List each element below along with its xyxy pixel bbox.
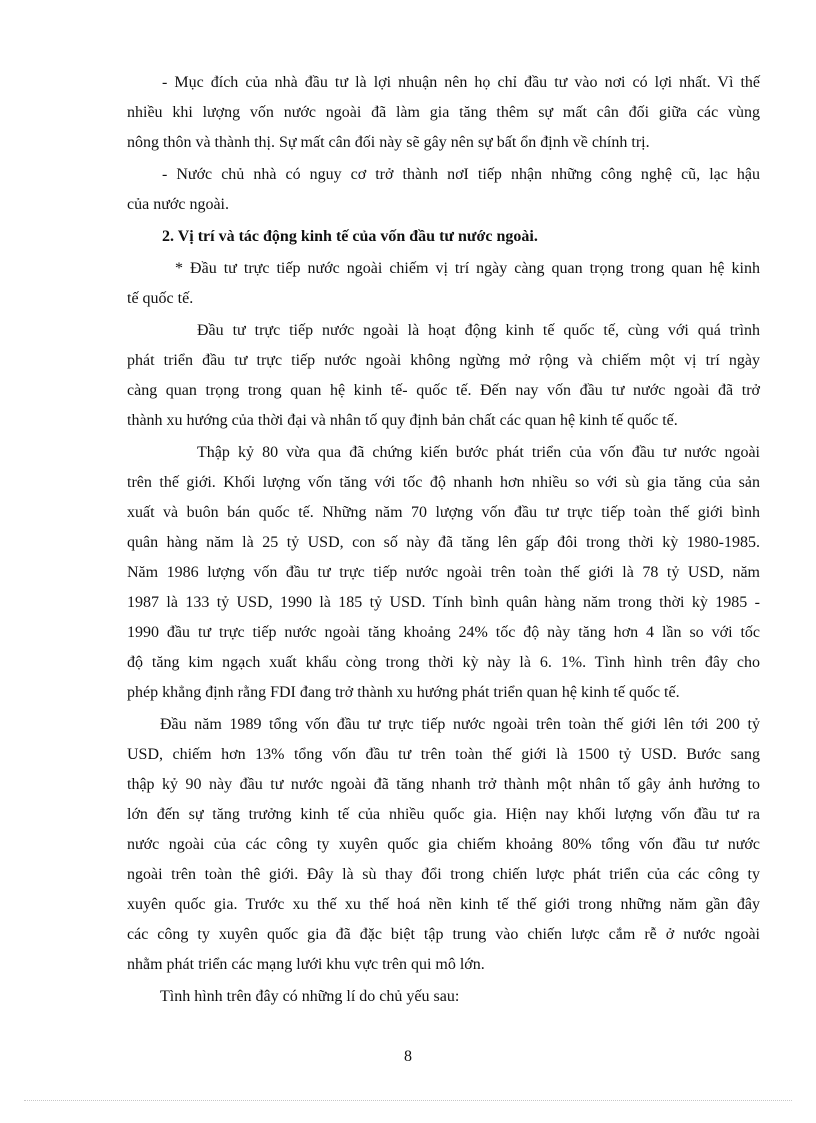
text-line: quân hàng năm là 25 tỷ USD, con số này đã tăng lên gấp đôi trong thời kỳ 1980-1985. [127,534,760,551]
paragraph-investor-profit [127,68,760,158]
text-line: độ tăng kim ngạch xuất khẩu còng trong thời kỳ này là 6. 1%. Tình hình trên đây cho [127,654,760,671]
text-line: 1987 là 133 tỷ USD, 1990 là 185 tỷ USD. Tính bình quân hàng năm trong thời kỳ 1985 - [127,594,760,611]
text-line: thành xu hướng của thời đại và nhân tố quy định bản chất các quan hệ kinh tế quốc tế. [127,412,678,429]
text-line: của nước ngoài. [127,196,229,213]
text-line: ngoài trên toàn thê giới. Đây là sù thay đổi trong chiến lược phát triển của các công ty [127,866,760,883]
paragraph-old-technology-risk [127,160,760,220]
paragraph-reasons-intro [160,982,760,1012]
text-line: phát triển đầu tư trực tiếp nước ngoài không ngừng mở rộng và chiếm một vị trí ngày [127,352,760,369]
text-line: Đầu tư trực tiếp nước ngoài là hoạt động kinh tế quốc tế, cùng với quá trình [197,322,760,339]
text-line: Thập kỷ 80 vừa qua đã chứng kiến bước phát triển của vốn đầu tư nước ngoài [197,444,760,461]
text-line: xuất và buôn bán quốc tế. Những năm 70 lượng vốn đầu tư trực tiếp toàn thế giới bình [127,504,760,521]
text-line: lớn đến sự tăng trưởng kinh tế của nhiều quốc gia. Hiện nay khối lượng vốn đầu tư ra [127,806,760,823]
text-line: Đầu năm 1989 tổng vốn đầu tư trực tiếp nước ngoài trên toàn thế giới lên tới 200 tỷ [160,716,760,733]
text-line: * Đầu tư trực tiếp nước ngoài chiếm vị trí ngày càng quan trọng trong quan hệ kinh [175,260,760,277]
text-line: 1990 đầu tư trực tiếp nước ngoài tăng khoảng 24% tốc độ này tăng hơn 4 lần so với tốc [127,624,760,641]
text-line: các công ty xuyên quốc gia đã đặc biệt tập trung vào chiến lược cắm rễ ở nước ngoài [127,926,760,943]
text-line: tế quốc tế. [127,290,194,307]
text-line: nông thôn và thành thị. Sự mất cân đối này sẽ gây nên sự bất ổn định về chính trị. [127,134,650,151]
text-line: Năm 1986 lượng vốn đầu tư trực tiếp nước ngoài trên toàn thế giới là 78 tỷ USD, năm [127,564,760,581]
page-number: 8 [404,1048,412,1065]
text-line: Tình hình trên đây có những lí do chủ yếu sau: [160,988,460,1005]
paragraph-1989-total [127,710,760,980]
text-line: trên thế giới. Khối lượng vốn tăng với tốc độ nhanh hơn nhiều so với sù gia tăng của sản [127,474,760,491]
text-line: càng quan trọng trong quan hệ kinh tế- quốc tế. Đến nay vốn đầu tư nước ngoài đã trở [127,382,760,399]
text-line: - Mục đích của nhà đầu tư là lợi nhuận nên họ chỉ đầu tư vào nơi có lợi nhất. Vì thế [162,74,760,91]
paragraph-decade-80s [127,438,760,708]
text-line: nhiều khi lượng vốn nước ngoài đã làm gia tăng thêm sự mất cân đối giữa các vùng [127,104,760,121]
paragraph-fdi-position [127,254,760,314]
text-line: xuyên quốc gia. Trước xu thế xu thế hoá nền kinh tế thế giới trong những năm gần đây [127,896,760,913]
text-line: phép khẳng định rằng FDI đang trở thành xu hướng phát triển quan hệ kinh tế quốc tế. [127,684,680,701]
text-line: USD, chiếm hơn 13% tổng vốn đầu tư trên toàn thế giới là 1500 tỷ USD. Bước sang [127,746,760,763]
document-page [127,68,760,1012]
page-edge-divider [24,1100,792,1101]
text-line: nước ngoài của các công ty xuyên quốc gia chiếm khoảng 80% tổng vốn đầu tư nước [127,836,760,853]
section-heading: 2. Vị trí và tác động kinh tế của vốn đầu tư nước ngoài. [162,228,538,245]
text-line: thập kỷ 90 này đầu tư nước ngoài đã tăng nhanh trở thành một nhân tố gây ảnh hưởng to [127,776,760,793]
paragraph-fdi-activity [127,316,760,436]
text-line: - Nước chủ nhà có nguy cơ trở thành nơI tiếp nhận những công nghệ cũ, lạc hậu [162,166,760,183]
text-line: nhằm phát triển các mạng lưới khu vực trên qui mô lớn. [127,956,485,973]
